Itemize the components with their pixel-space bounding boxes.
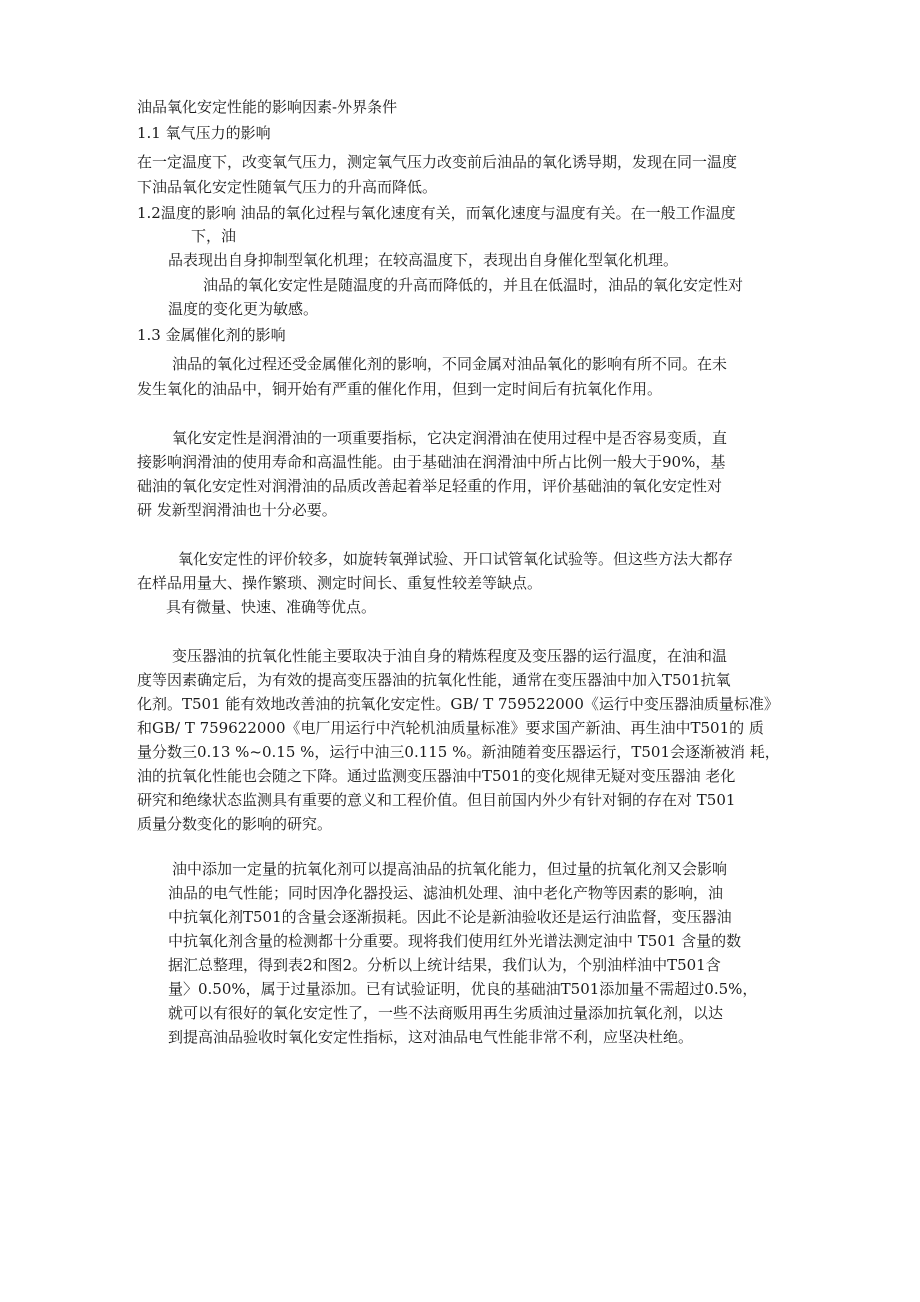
text-line: 油品的氧化安定性是随温度的升高而降低的，并且在低温时，油品的氧化安定性对: [203, 276, 744, 294]
text-line: 据汇总整理，得到表2和图2。分析以上统计结果，我们认为，个别油样油中T501含: [168, 956, 721, 974]
text-line: 到提高油品验收时氧化安定性指标，这对油品电气性能非常不利，应坚决杜绝。: [168, 1028, 694, 1046]
document-title: 油品氧化安定性能的影响因素-外界条件: [137, 98, 398, 116]
text-line: 氧化安定性的评价较多，如旋转氧弹试验、开口试管氧化试验等。但这些方法大都存: [178, 550, 734, 568]
text-line: 具有微量、快速、准确等优点。: [166, 598, 377, 616]
text-line: 下油品氧化安定性随氧气压力的升高而降低。: [137, 178, 438, 196]
text-line: 发生氧化的油品中，铜开始有严重的催化作用，但到一定时间后有抗氧化作用。: [137, 380, 663, 398]
text-line: 在样品用量大、操作繁琐、测定时间长、重复性较差等缺点。: [137, 574, 543, 592]
text-line: 量分数三0.13 %~0.15 %，运行中油三0.115 %。新油随着变压器运行，T501会逐渐被消 耗，: [137, 743, 780, 761]
section-heading-oxygen-pressure: 1.1 氧气压力的影响: [137, 124, 271, 142]
section-heading-metal-catalyst: 1.3 金属催化剂的影响: [137, 326, 286, 344]
section-heading-temperature: 1.2温度的影响 油品的氧化过程与氧化速度有关，而氧化速度与温度有关。在一般工作温度: [137, 204, 736, 222]
text-line: 中抗氧化剂T501的含量会逐渐损耗。因此不论是新油验收还是运行油监督，变压器油: [168, 908, 732, 926]
text-line: 研究和绝缘状态监测具有重要的意义和工程价值。但目前国内外少有针对铜的存在对 T501: [137, 791, 736, 809]
text-line: 质量分数变化的影响的研究。: [137, 815, 333, 833]
text-line: 在一定温度下，改变氧气压力，测定氧气压力改变前后油品的氧化诱导期，发现在同一温度: [137, 153, 738, 171]
text-line: 中抗氧化剂含量的检测都十分重要。现将我们使用红外光谱法测定油中 T501 含量的数: [168, 932, 742, 950]
text-line: 量〉0.50%，属于过量添加。已有试验证明，优良的基础油T501添加量不需超过0.5%，: [168, 980, 758, 998]
text-line: 化剂。T501 能有效地改善油的抗氧化安定性。GB/ T 759522000《运行中变压器油质量标准》: [137, 695, 779, 713]
text-line: 油中添加一定量的抗氧化剂可以提高油品的抗氧化能力，但过量的抗氧化剂又会影响: [172, 860, 728, 878]
text-line: 研 发新型润滑油也十分必要。: [137, 501, 337, 519]
text-line: 础油的氧化安定性对润滑油的品质改善起着举足轻重的作用，评价基础油的氧化安定性对: [137, 477, 723, 495]
text-line: 就可以有很好的氧化安定性了，一些不法商贩用再生劣质油过量添加抗氧化剂，以达: [168, 1004, 724, 1022]
text-line: 油品的氧化过程还受金属催化剂的影响，不同金属对油品氧化的影响有所不同。在未: [172, 355, 728, 373]
text-line: 和GB/ T 759622000《电厂用运行中汽轮机油质量标准》要求国产新油、再生油中T501的 质: [137, 719, 764, 737]
text-line: 度等因素确定后，为有效的提高变压器油的抗氧化性能，通常在变压器油中加入T501抗氧: [137, 671, 731, 689]
text-line: 油的抗氧化性能也会随之下降。通过监测变压器油中T501的变化规律无疑对变压器油 老化: [137, 767, 736, 785]
text-line: 变压器油的抗氧化性能主要取决于油自身的精炼程度及变压器的运行温度，在油和温: [172, 647, 728, 665]
text-line: 品表现出自身抑制型氧化机理；在较高温度下，表现出自身催化型氧化机理。: [168, 251, 679, 269]
text-line: 油品的电气性能；同时因净化器投运、滤油机处理、油中老化产物等因素的影响，油: [168, 884, 724, 902]
text-line: 温度的变化更为敏感。: [168, 300, 319, 318]
text-line: 接影响润滑油的使用寿命和高温性能。由于基础油在润滑油中所占比例一般大于90%，基: [137, 453, 726, 471]
text-line: 下，油: [191, 227, 237, 245]
text-line: 氧化安定性是润滑油的一项重要指标，它决定润滑油在使用过程中是否容易变质，直: [172, 429, 728, 447]
